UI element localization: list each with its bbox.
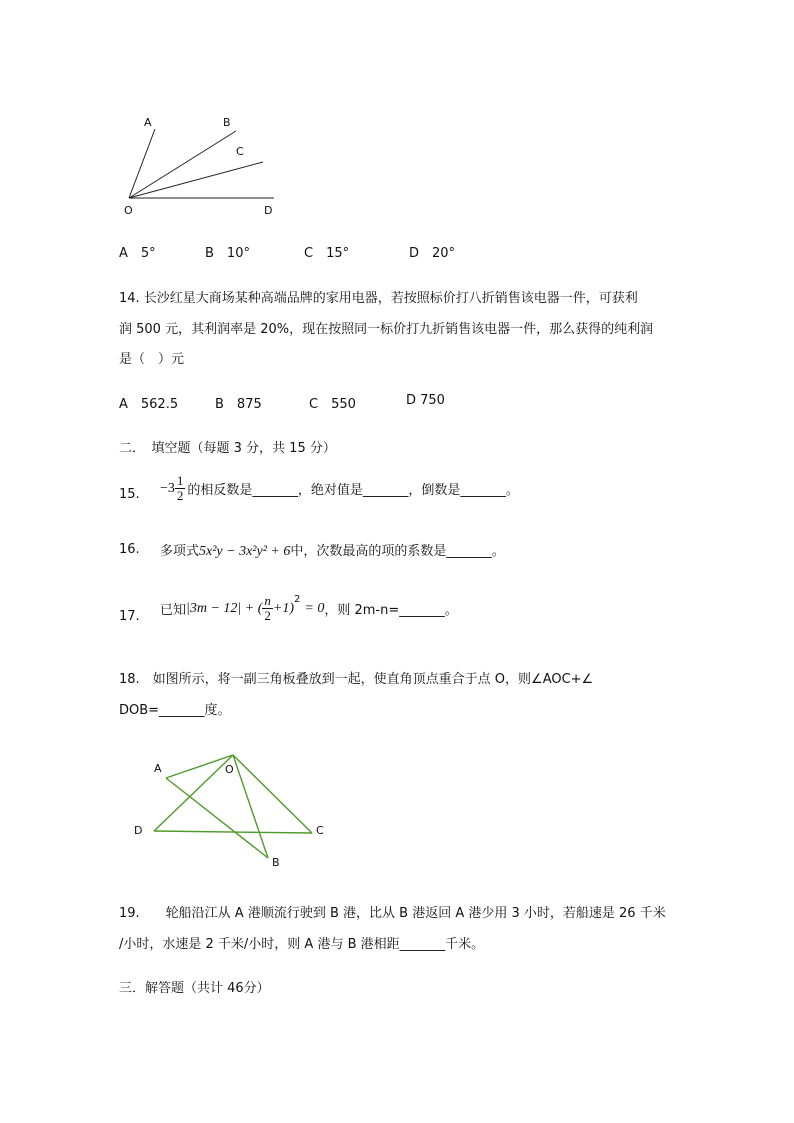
q17-expr-c: = 0: [304, 600, 325, 616]
q17-text: ，则 2m-n=_______。: [324, 603, 458, 618]
q14-line1: 14. 长沙红星大商场某种高端品牌的家用电器，若按照标价打八折销售该电器一件，可获利: [119, 291, 638, 306]
q17-expr-b: +1): [272, 600, 294, 616]
q19-line2: /小时，水速是 2 千米/小时，则 A 港与 B 港相距_______千米。: [119, 937, 485, 952]
point-label-o: O: [124, 204, 133, 217]
q17-number: 17.: [119, 609, 140, 624]
section-3-heading: 三．解答题（共计 46分）: [119, 981, 270, 996]
segment-ab: [166, 778, 268, 858]
q15-text: 的相反数是_______，绝对值是_______，倒数是_______。: [187, 483, 519, 498]
option-d: D 20°: [409, 246, 456, 261]
segment-oc: [233, 755, 312, 833]
fig2-label-c: C: [316, 824, 324, 837]
q15-frac-den: 2: [176, 488, 184, 503]
option-b: B 10°: [205, 246, 250, 261]
q16-text: 中，次数最高的项的系数是_______。: [290, 544, 505, 559]
q18-line1: 18. 如图所示，将一副三角板叠放到一起，使直角顶点重合于点 O，则∠AOC+∠: [119, 672, 594, 687]
section-2-heading: 二． 填空题（每题 3 分，共 15 分）: [119, 441, 336, 456]
option-c: C 15°: [304, 246, 350, 261]
segment-od: [154, 755, 233, 831]
fig2-label-d: D: [134, 824, 143, 837]
q14-line3: 是（ ）元: [119, 352, 185, 367]
point-label-c: C: [236, 145, 244, 158]
q15-integer-part: −3: [160, 480, 175, 496]
point-label-b: B: [223, 116, 231, 129]
q17-frac-num: n: [264, 593, 271, 608]
point-label-d: D: [264, 204, 273, 217]
q17-exponent: 2: [294, 594, 301, 605]
q17-expr-a: |3m − 12| + (: [186, 600, 263, 616]
q16-number: 16.: [119, 542, 140, 557]
point-label-a: A: [144, 116, 152, 129]
q14-option-b: B 875: [215, 397, 262, 412]
q14-option-c: C 550: [309, 397, 356, 412]
q14-option-d: D 750: [406, 393, 445, 408]
q16-expression: 5x²y − 3x²y² + 6: [199, 544, 291, 559]
fig2-label-o: O: [225, 763, 234, 776]
q16-lead: 多项式: [160, 544, 200, 559]
q17-frac-den: 2: [264, 608, 271, 623]
fig2-label-b: B: [272, 856, 280, 869]
option-a: A 5°: [119, 246, 156, 261]
segment-ao: [166, 755, 233, 778]
q19-line1: 19. 轮船沿江从 A 港顺流行驶到 B 港，比从 B 港返回 A 港少用 3 小时，若船速是 26 千米: [119, 906, 666, 921]
q15-number: 15.: [119, 487, 140, 502]
q14-line2: 润 500 元，其利润率是 20%，现在按照同一标价打九折销售该电器一件，那么获得的纯利润: [119, 322, 654, 337]
q17-lead: 已知: [160, 603, 187, 618]
q15-frac-num: 1: [176, 473, 184, 488]
fig2-label-a: A: [154, 762, 162, 775]
segment-dc: [154, 831, 312, 833]
q18-line2: DOB=_______度。: [119, 703, 231, 718]
q14-option-a: A 562.5: [119, 397, 179, 412]
segment-ob: [233, 755, 268, 858]
